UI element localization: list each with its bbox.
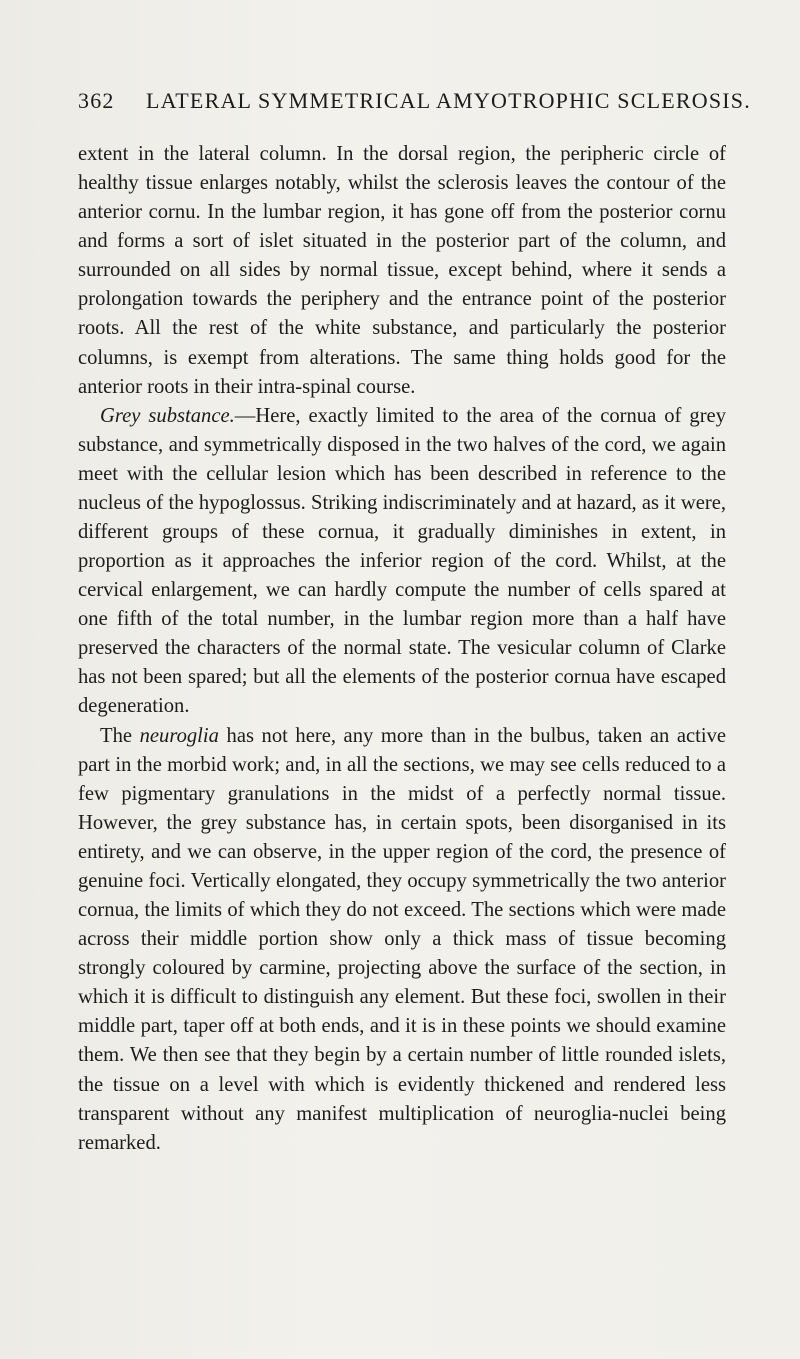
page-number: 362 [78, 88, 115, 113]
paragraph-3-start: The [100, 724, 133, 747]
running-title: LATERAL SYMMETRICAL AMYOTROPHIC SCLEROSIS. [146, 88, 751, 113]
paragraph-2-text: —Here, exactly limited to the area of the cornua of grey substance, and symmetrically disposed in the two halves of the cord, we again meet with the cellular lesion which has been described in reference to the nucleus of the hypoglossus. Striking indiscriminately and at hazard, as it were, different groups of these cornua, it gradually diminishes in extent, in proportion as it approaches the inferior region of the cord. Whilst, at the cervical enlargement, we can hardly compute the number of cells spared at one fifth of the total number, in the lumbar region more than a half have preserved the characters of the normal state. The vesicular column of Clarke has not been spared; but all the elements of the posterior cornua have escaped degeneration. [78, 404, 726, 718]
paragraph-2 [78, 402, 726, 722]
paragraph-3 [78, 722, 726, 1158]
paragraph-3-term: neuroglia [139, 724, 219, 747]
page-header [78, 88, 751, 118]
paragraph-3-text: has not here, any more than in the bulbus, taken an active part in the morbid work; and, in all the sections, we may see cells reduced to a few pigmentary granulations in the midst of a perfectly normal tissue. However, the grey substance has, in certain spots, been disorganised in its entirety, and we can observe, in the upper region of the cord, the presence of genuine foci. Vertically elongated, they occupy symmetrically the two anterior cornua, the limits of which they do not exceed. The sections which were made across their middle portion show only a thick mass of tissue becoming strongly coloured by carmine, projecting above the surface of the section, in which it is difficult to distinguish any element. But these foci, swollen in their middle part, taper off at both ends, and it is in these points we should examine them. We then see that they begin by a certain number of little rounded islets, the tissue on a level with which is evidently thickened and rendered less transparent without any manifest multiplication of neuroglia-nuclei being remarked. [78, 724, 727, 1154]
paragraph-2-lead: Grey substance. [100, 404, 235, 427]
body-text [78, 140, 726, 1158]
paragraph-1: extent in the lateral column. In the dorsal region, the peripheric circle of healthy tissue enlarges notably, whilst the sclerosis leaves the contour of the anterior cornu. In the lumbar region, it has gone off from the posterior cornu and forms a sort of islet situated in the posterior part of the column, and surrounded on all sides by normal tissue, except behind, where it sends a prolongation towards the periphery and the entrance point of the posterior roots. All the rest of the white substance, and particularly the posterior columns, is exempt from alterations. The same thing holds good for the anterior roots in their intra-spinal course. [78, 143, 726, 398]
